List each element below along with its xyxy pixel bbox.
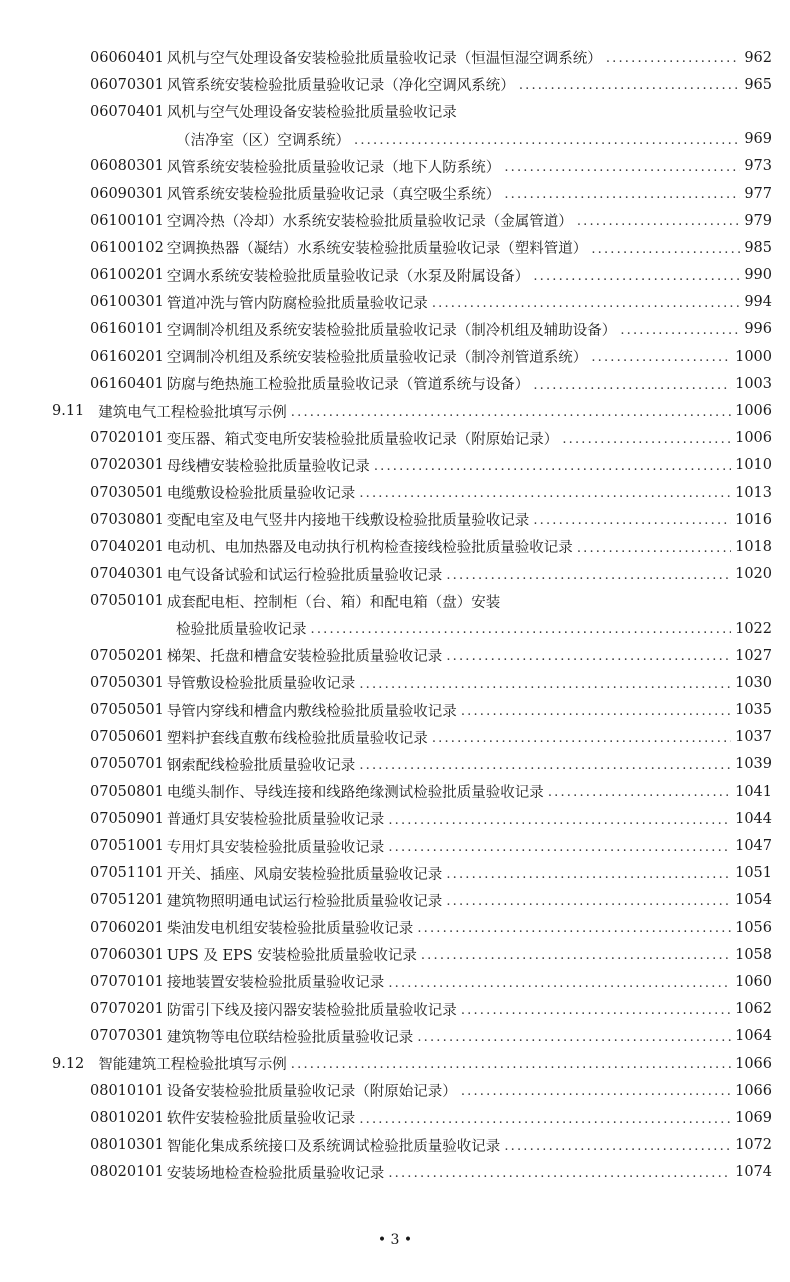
toc-entry-page: 1013: [735, 484, 772, 501]
dot-leader: [562, 430, 731, 447]
toc-section-heading[interactable]: [0, 1050, 790, 1077]
toc-entry-continuation[interactable]: [0, 615, 790, 642]
dot-leader: [591, 239, 740, 256]
toc-entry-code: 07040301: [90, 566, 164, 583]
toc-entry-code: 07060201: [90, 919, 164, 936]
toc-section-heading[interactable]: [0, 397, 790, 424]
toc-entry-page: 977: [744, 185, 772, 202]
toc-entry[interactable]: [0, 452, 790, 479]
toc-entry-page: 994: [744, 294, 772, 311]
toc-entry-page: 1064: [735, 1028, 772, 1045]
toc-entry-title: 空调冷热（冷却）水系统安装检验批质量验收记录（金属管道）: [166, 214, 573, 231]
toc-entry-title: 智能建筑工程检验批填写示例: [98, 1057, 287, 1074]
dot-leader: [446, 647, 731, 664]
toc-entry-code: 06160401: [90, 375, 164, 392]
dot-leader: [446, 565, 731, 582]
toc-entry-page: 1047: [735, 838, 772, 855]
toc-entry[interactable]: [0, 588, 790, 615]
page-number: • 3 •: [377, 1232, 413, 1248]
toc-entry-page: 1010: [735, 457, 772, 474]
toc-entry[interactable]: [0, 262, 790, 289]
dot-leader: [533, 266, 740, 283]
toc-entry-title: 设备安装检验批质量验收记录（附原始记录）: [166, 1084, 457, 1101]
toc-entry-code: 08020101: [90, 1164, 164, 1181]
toc-entry[interactable]: [0, 1104, 790, 1131]
toc-entry-code: 07050801: [90, 783, 164, 800]
toc-entry-page: 1066: [735, 1082, 772, 1099]
toc-entry-page: 1072: [735, 1137, 772, 1154]
toc-entry[interactable]: [0, 207, 790, 234]
toc-entry-page: 979: [744, 212, 772, 229]
toc-entry-title: 电缆头制作、导线连接和线路绝缘测试检验批质量验收记录: [166, 785, 544, 802]
toc-entry-title: 钢索配线检验批质量验收记录: [166, 757, 356, 774]
toc-entry-title: 梯架、托盘和槽盒安装检验批质量验收记录: [166, 649, 443, 666]
toc-entry-title: 柴油发电机组安装检验批质量验收记录: [166, 921, 414, 938]
toc-entry-code: 07050701: [90, 756, 164, 773]
toc-entry-code: 07060301: [90, 946, 164, 963]
dot-leader: [591, 348, 731, 365]
dot-leader: [446, 865, 731, 882]
toc-entry-code: 07050501: [90, 702, 164, 719]
toc-entry[interactable]: [0, 669, 790, 696]
toc-entry-code: 07050901: [90, 810, 164, 827]
toc-entry-code: 06100201: [90, 267, 164, 284]
toc-entry-page: 1062: [735, 1001, 772, 1018]
toc-entry-title: 接地装置安装检验批质量验收记录: [166, 975, 385, 992]
toc-entry-page: 1018: [735, 538, 772, 555]
toc-entry-page: 973: [744, 158, 772, 175]
dot-leader: [417, 919, 731, 936]
toc-entry-page: 1020: [735, 566, 772, 583]
toc-entry-title: 空调制冷机组及系统安装检验批质量验收记录（制冷机组及辅助设备）: [166, 322, 617, 339]
toc-entry-code: 06090301: [90, 185, 164, 202]
toc-entry-title: （洁净室（区）空调系统）: [176, 132, 350, 149]
toc-entry[interactable]: [0, 968, 790, 995]
toc-entry[interactable]: [0, 805, 790, 832]
toc-entry-title: 电缆敷设检验批质量验收记录: [166, 486, 356, 503]
toc-entry-code: 06100301: [90, 294, 164, 311]
toc-entry-code: 9.11: [52, 403, 85, 420]
dot-leader: [461, 701, 731, 718]
table-of-contents: [0, 44, 790, 1186]
dot-leader: [291, 1055, 731, 1072]
dot-leader: [311, 620, 732, 637]
toc-entry-code: 07070101: [90, 973, 164, 990]
toc-entry-page: 1016: [735, 511, 772, 528]
toc-entry-code: 07050101: [90, 593, 164, 610]
toc-entry-title: UPS 及 EPS 安装检验批质量验收记录: [166, 948, 417, 965]
dot-leader: [504, 158, 740, 175]
toc-entry[interactable]: [0, 1159, 790, 1186]
toc-entry-page: 1060: [735, 973, 772, 990]
toc-entry-code: 06080301: [90, 158, 164, 175]
dot-leader: [606, 49, 740, 66]
toc-entry-code: 06100102: [90, 239, 164, 256]
toc-entry[interactable]: [0, 98, 790, 125]
dot-leader: [577, 212, 740, 229]
toc-entry-code: 07070301: [90, 1028, 164, 1045]
toc-entry[interactable]: [0, 289, 790, 316]
toc-entry-title: 空调水系统安装检验批质量验收记录（水泵及附属设备）: [166, 268, 530, 285]
dot-leader: [421, 946, 731, 963]
toc-entry-title: 变压器、箱式变电所安装检验批质量验收记录（附原始记录）: [166, 431, 559, 448]
toc-entry-code: 07030801: [90, 511, 164, 528]
toc-entry-code: 07050601: [90, 729, 164, 746]
toc-entry[interactable]: [0, 316, 790, 343]
dot-leader: [620, 321, 740, 338]
dot-leader: [504, 1136, 731, 1153]
toc-entry-title: 电动机、电加热器及电动执行机构检查接线检验批质量验收记录: [166, 540, 573, 557]
toc-entry-title: 风管系统安装检验批质量验收记录（真空吸尘系统）: [166, 187, 501, 204]
toc-entry[interactable]: [0, 860, 790, 887]
toc-entry-title: 检验批质量验收记录: [176, 622, 307, 639]
dot-leader: [374, 457, 731, 474]
toc-entry[interactable]: [0, 153, 790, 180]
toc-entry-code: 07050301: [90, 674, 164, 691]
toc-entry[interactable]: [0, 914, 790, 941]
dot-leader: [291, 402, 731, 419]
toc-entry-page: 1066: [735, 1055, 772, 1072]
toc-entry-code: 08010301: [90, 1137, 164, 1154]
toc-entry-page: 1037: [735, 729, 772, 746]
toc-entry[interactable]: [0, 479, 790, 506]
toc-entry-page: 1054: [735, 892, 772, 909]
toc-entry-title: 普通灯具安装检验批质量验收记录: [166, 812, 385, 829]
toc-entry[interactable]: [0, 724, 790, 751]
toc-entry-page: 1022: [735, 620, 772, 637]
dot-leader: [461, 1000, 731, 1017]
dot-leader: [359, 756, 731, 773]
toc-entry-code: 06160101: [90, 321, 164, 338]
toc-entry-code: 07020101: [90, 430, 164, 447]
dot-leader: [354, 130, 740, 147]
toc-entry[interactable]: [0, 751, 790, 778]
toc-entry-page: 962: [744, 49, 772, 66]
toc-entry-page: 1039: [735, 756, 772, 773]
toc-entry[interactable]: [0, 1132, 790, 1159]
toc-entry-title: 空调制冷机组及系统安装检验批质量验收记录（制冷剂管道系统）: [166, 350, 588, 367]
toc-entry[interactable]: [0, 370, 790, 397]
toc-entry[interactable]: [0, 343, 790, 370]
toc-entry[interactable]: [0, 180, 790, 207]
toc-entry[interactable]: [0, 561, 790, 588]
toc-entry-page: 1006: [735, 430, 772, 447]
toc-entry-page: 969: [744, 131, 772, 148]
toc-entry-code: 08010101: [90, 1082, 164, 1099]
toc-entry[interactable]: [0, 697, 790, 724]
toc-entry-page: 985: [744, 239, 772, 256]
toc-entry-title: 塑料护套线直敷布线检验批质量验收记录: [166, 730, 428, 747]
dot-leader: [432, 294, 740, 311]
toc-entry[interactable]: [0, 887, 790, 914]
toc-entry[interactable]: [0, 234, 790, 261]
dot-leader: [417, 1028, 731, 1045]
toc-entry-title: 导管内穿线和槽盒内敷线检验批质量验收记录: [166, 703, 457, 720]
toc-entry-title: 风机与空气处理设备安装检验批质量验收记录（恒温恒湿空调系统）: [166, 51, 602, 68]
toc-entry-title: 风管系统安装检验批质量验收记录（净化空调风系统）: [166, 78, 515, 95]
dot-leader: [432, 729, 731, 746]
toc-entry-title: 建筑物等电位联结检验批质量验收记录: [166, 1029, 414, 1046]
dot-leader: [359, 674, 731, 691]
toc-entry-code: 07050201: [90, 647, 164, 664]
toc-entry-title: 建筑物照明通电试运行检验批质量验收记录: [166, 893, 443, 910]
dot-leader: [388, 837, 731, 854]
toc-entry[interactable]: [0, 44, 790, 71]
toc-entry[interactable]: [0, 832, 790, 859]
toc-entry-page: 1041: [735, 783, 772, 800]
toc-entry-page: 1069: [735, 1109, 772, 1126]
toc-entry[interactable]: [0, 941, 790, 968]
toc-entry-title: 防雷引下线及接闪器安装检验批质量验收记录: [166, 1002, 457, 1019]
toc-entry-title: 风管系统安装检验批质量验收记录（地下人防系统）: [166, 159, 501, 176]
toc-entry-title: 开关、插座、风扇安装检验批质量验收记录: [166, 866, 443, 883]
toc-entry-title: 安装场地检查检验批质量验收记录: [166, 1165, 385, 1182]
toc-entry-page: 1035: [735, 702, 772, 719]
toc-entry[interactable]: [0, 642, 790, 669]
toc-entry[interactable]: [0, 533, 790, 560]
toc-entry-title: 空调换热器（凝结）水系统安装检验批质量验收记录（塑料管道）: [166, 241, 588, 258]
toc-entry[interactable]: [0, 1077, 790, 1104]
toc-entry[interactable]: [0, 506, 790, 533]
toc-entry-title: 智能化集成系统接口及系统调试检验批质量验收记录: [166, 1138, 501, 1155]
toc-entry[interactable]: [0, 425, 790, 452]
dot-leader: [533, 511, 731, 528]
dot-leader: [504, 185, 740, 202]
toc-entry-page: 965: [744, 76, 772, 93]
toc-entry-page: 1030: [735, 674, 772, 691]
toc-entry[interactable]: [0, 996, 790, 1023]
dot-leader: [577, 538, 731, 555]
toc-entry-page: 1074: [735, 1164, 772, 1181]
toc-entry-title: 专用灯具安装检验批质量验收记录: [166, 839, 385, 856]
toc-entry-page: 1056: [735, 919, 772, 936]
dot-leader: [519, 76, 740, 93]
toc-entry-code: 08010201: [90, 1109, 164, 1126]
toc-entry-title: 导管敷设检验批质量验收记录: [166, 676, 356, 693]
toc-entry-title: 变配电室及电气竖井内接地干线敷设检验批质量验收记录: [166, 513, 530, 530]
toc-entry-code: 07070201: [90, 1001, 164, 1018]
toc-entry-title: 软件安装检验批质量验收记录: [166, 1111, 356, 1128]
dot-leader: [533, 375, 731, 392]
toc-entry[interactable]: [0, 71, 790, 98]
toc-entry-title: 管道冲洗与管内防腐检验批质量验收记录: [166, 295, 428, 312]
dot-leader: [388, 1164, 731, 1181]
dot-leader: [461, 1082, 731, 1099]
toc-entry-code: 9.12: [52, 1055, 85, 1072]
dot-leader: [388, 810, 731, 827]
toc-entry[interactable]: [0, 778, 790, 805]
toc-entry-page: 1003: [735, 375, 772, 392]
toc-entry-page: 1000: [735, 348, 772, 365]
toc-entry-page: 996: [744, 321, 772, 338]
toc-entry-code: 07040201: [90, 538, 164, 555]
dot-leader: [388, 973, 731, 990]
toc-entry-page: 1044: [735, 810, 772, 827]
toc-entry-page: 1027: [735, 647, 772, 664]
toc-entry-code: 07051201: [90, 892, 164, 909]
toc-entry-code: 07051001: [90, 838, 164, 855]
toc-entry[interactable]: [0, 1023, 790, 1050]
toc-entry-continuation[interactable]: [0, 126, 790, 153]
toc-entry-title: 电气设备试验和试运行检验批质量验收记录: [166, 567, 443, 584]
toc-entry-code: 06160201: [90, 348, 164, 365]
toc-entry-page: 1006: [735, 403, 772, 420]
toc-entry-code: 06100101: [90, 212, 164, 229]
toc-entry-title: 建筑电气工程检验批填写示例: [98, 404, 287, 421]
toc-entry-page: 1051: [735, 865, 772, 882]
toc-entry-code: 07020301: [90, 457, 164, 474]
toc-entry-title: 成套配电柜、控制柜（台、箱）和配电箱（盘）安装: [166, 594, 501, 611]
toc-entry-code: 06070301: [90, 76, 164, 93]
toc-entry-title: 风机与空气处理设备安装检验批质量验收记录: [166, 105, 457, 122]
dot-leader: [359, 1109, 731, 1126]
dot-leader: [548, 783, 731, 800]
toc-entry-code: 06070401: [90, 103, 164, 120]
dot-leader: [446, 892, 731, 909]
dot-leader: [359, 484, 731, 501]
toc-entry-code: 07051101: [90, 865, 164, 882]
toc-entry-code: 06060401: [90, 49, 164, 66]
toc-entry-page: 990: [744, 267, 772, 284]
toc-entry-title: 母线槽安装检验批质量验收记录: [166, 458, 370, 475]
toc-entry-code: 07030501: [90, 484, 164, 501]
toc-entry-page: 1058: [735, 946, 772, 963]
toc-entry-title: 防腐与绝热施工检验批质量验收记录（管道系统与设备）: [166, 377, 530, 394]
